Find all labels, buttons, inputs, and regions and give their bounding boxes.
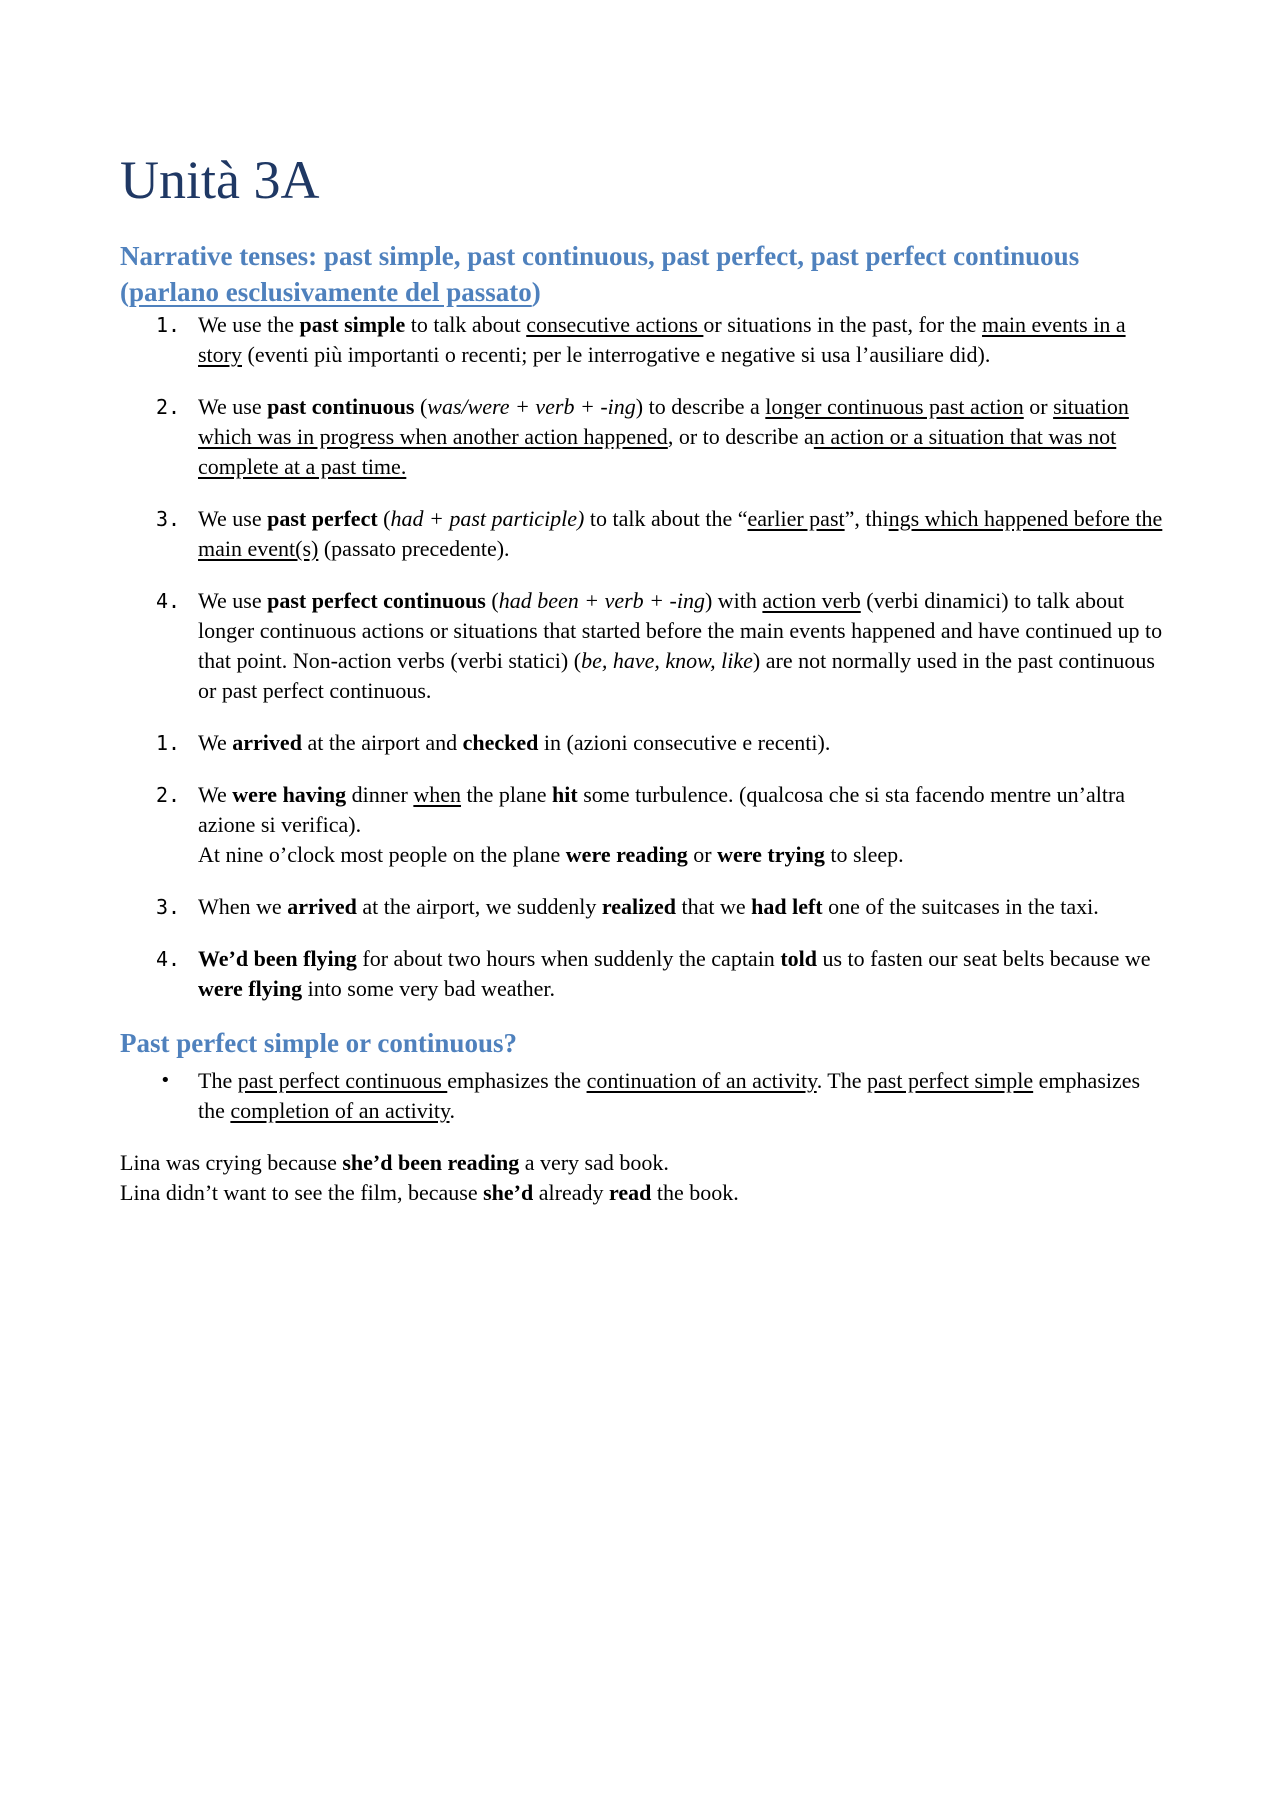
underlined-term: continuation of an activity	[586, 1068, 817, 1093]
text-run: one of the suitcases in the taxi.	[822, 894, 1099, 919]
bold-verb: arrived	[232, 730, 302, 755]
text-run: (	[414, 394, 428, 419]
subtitle-close-paren: )	[531, 277, 541, 307]
text-run: emphasizes the	[198, 1068, 1141, 1123]
text-run: for about two hours when suddenly the captain	[356, 946, 781, 971]
bold-term: past continuous	[267, 394, 415, 419]
text-run: We use	[198, 394, 268, 419]
underlined-term: n action or a situation that was not complete at a past time.	[198, 424, 1117, 479]
bold-verb: arrived	[287, 894, 357, 919]
text-run: already	[533, 1180, 609, 1205]
bold-verb: were flying	[198, 976, 303, 1001]
list-marker: 4.	[156, 947, 181, 971]
text-run: or situations in the past, for the	[703, 312, 983, 337]
rule-item	[120, 310, 1165, 370]
list-marker: 1.	[156, 731, 181, 755]
subtitle-main: Narrative tenses: past simple, past continuous, past perfect, past perfect continuous	[120, 241, 1080, 271]
bold-verb: told	[780, 946, 817, 971]
underlined-term: longer continuous past action	[765, 394, 1024, 419]
italic-formula: had + past participle)	[390, 506, 585, 531]
list-marker: 3.	[156, 507, 181, 531]
text-run: the plane	[461, 782, 553, 807]
bold-verb: she’d been reading	[342, 1150, 520, 1175]
bold-term: past perfect continuous	[267, 588, 486, 613]
text-run: ) to describe a	[635, 394, 766, 419]
text-run: dinner	[346, 782, 414, 807]
comparison-bullets	[120, 1066, 1165, 1126]
text-run: ) are not normally used in the past continuous or past perfect continuous.	[198, 648, 1155, 703]
underlined-term: action verb	[762, 588, 861, 613]
underlined-term: when	[413, 782, 462, 807]
text-run: The	[198, 1068, 238, 1093]
text-run: Lina didn’t want to see the film, because	[120, 1180, 484, 1205]
example-item	[120, 728, 1165, 758]
subtitle-underlined: parlano esclusivamente del passato	[129, 277, 532, 307]
example-item	[120, 944, 1165, 1004]
example-sentence	[120, 1148, 1165, 1178]
rule-item	[120, 586, 1165, 706]
bullet-item	[120, 1066, 1165, 1126]
section-subtitle	[120, 238, 1165, 310]
text-run: ) with	[704, 588, 763, 613]
text-run: to talk about the “	[584, 506, 748, 531]
subtitle-open-paren: (	[120, 277, 129, 307]
bold-verb: read	[608, 1180, 652, 1205]
list-marker: 4.	[156, 589, 181, 613]
text-run: or	[1023, 394, 1054, 419]
text-run: (passato precedente).	[318, 536, 510, 561]
text-run: emphasizes the	[447, 1068, 587, 1093]
italic-formula: was/were + verb + -ing	[427, 394, 636, 419]
list-marker: 2.	[156, 395, 181, 419]
underlined-term: consecutive actions	[526, 312, 704, 337]
underlined-term: past perfect simple	[867, 1068, 1034, 1093]
page-title: Unità 3A	[120, 150, 320, 210]
text-run: .	[449, 1098, 456, 1123]
text-run: us to fasten our seat belts because we	[817, 946, 1151, 971]
underlined-term: completion of an activity	[230, 1098, 450, 1123]
text-run: At nine o’clock most people on the plane	[198, 842, 566, 867]
text-run: When we	[198, 894, 288, 919]
text-run: at the airport and	[301, 730, 463, 755]
text-run: (eventi più importanti o recenti; per le interrogative e negative si usa l’ausiliare did).	[242, 342, 991, 367]
bold-term: past perfect	[267, 506, 378, 531]
underlined-term: situation which was in progress when another action happened	[198, 394, 1129, 449]
bold-verb: hit	[552, 782, 578, 807]
bold-verb: were trying	[717, 842, 825, 867]
text-run: to sleep.	[824, 842, 904, 867]
bold-verb: realized	[601, 894, 676, 919]
example-item	[120, 892, 1165, 922]
text-run: (	[485, 588, 499, 613]
text-run: that we	[675, 894, 752, 919]
text-run: to talk about	[405, 312, 527, 337]
text-run: a very sad book.	[519, 1150, 669, 1175]
list-marker: 1.	[156, 313, 181, 337]
italic-formula: had been + verb + -ing	[498, 588, 705, 613]
document-page	[120, 150, 1165, 1208]
text-run: We	[198, 782, 233, 807]
section-heading: Past perfect simple or continuous?	[120, 1028, 517, 1058]
text-run: (	[377, 506, 391, 531]
underlined-term: earlier past	[747, 506, 845, 531]
examples-list	[120, 728, 1165, 1004]
text-run: or	[687, 842, 718, 867]
text-run: ”, thi	[844, 506, 889, 531]
text-run: We use the	[198, 312, 300, 337]
underlined-term: main events in a story	[198, 312, 1126, 367]
text-run: We	[198, 730, 233, 755]
bold-verb: checked	[462, 730, 539, 755]
text-run: in (azioni consecutive e recenti).	[538, 730, 831, 755]
text-run: (verbi dinamici) to talk about longer continuous actions or situations that started before the main events happened and have continued up to that point. Non-action verbs (verbi statici) (	[198, 588, 1163, 673]
text-run: . The	[816, 1068, 867, 1093]
list-marker: 3.	[156, 895, 181, 919]
text-run: at the airport, we suddenly	[356, 894, 602, 919]
text-run: We use	[198, 506, 268, 531]
text-run: Lina was crying because	[120, 1150, 343, 1175]
example-sentence	[120, 1178, 1165, 1208]
text-run: We use	[198, 588, 268, 613]
bold-term: past simple	[299, 312, 406, 337]
bold-verb: were reading	[565, 842, 688, 867]
bold-verb: were having	[232, 782, 347, 807]
underlined-term: ngs which happened before the main event(s)	[198, 506, 1163, 561]
italic-verbs: be, have, know, like	[581, 648, 753, 673]
rules-list	[120, 310, 1165, 706]
underlined-term: past perfect continuous	[237, 1068, 448, 1093]
list-marker: 2.	[156, 783, 181, 807]
bold-verb: had left	[751, 894, 823, 919]
rule-item	[120, 504, 1165, 564]
text-run: some turbulence. (qualcosa che si sta facendo mentre un’altra azione si verifica).	[198, 782, 1126, 837]
bold-verb: We’d been flying	[198, 946, 357, 971]
bold-verb: she’d	[483, 1180, 534, 1205]
example-sentences	[120, 1148, 1165, 1208]
example-item	[120, 780, 1165, 870]
text-run: the book.	[651, 1180, 739, 1205]
rule-item	[120, 392, 1165, 482]
bullet-icon: •	[160, 1070, 171, 1091]
text-run: into some very bad weather.	[302, 976, 556, 1001]
text-run: , or to describe a	[667, 424, 814, 449]
